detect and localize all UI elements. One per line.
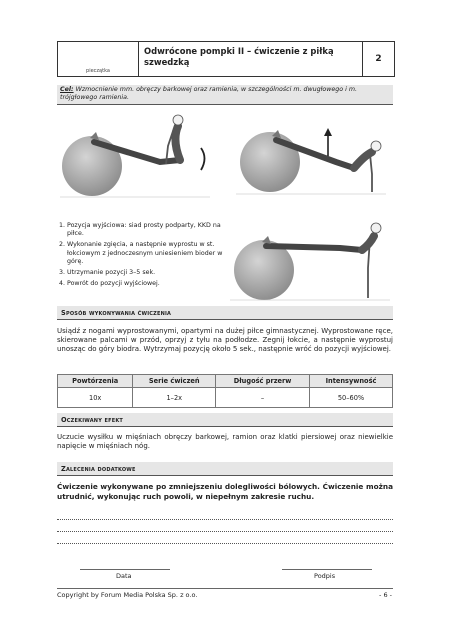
signature-line[interactable] — [282, 569, 372, 571]
notes-line[interactable] — [57, 518, 393, 520]
effect-text: Uczucie wysiłku w mięśniach obręczy barkowej, ramion oraz klatki piersiowej oraz niewielkie napięcie w mięśniach nóg. — [57, 433, 393, 450]
goal-text: Wzmocnienie mm. obręczy barkowej oraz ramienia, w szczególności m. dwugłowego i m. trójgłowego ramienia. — [60, 86, 358, 101]
notes-line[interactable] — [57, 542, 393, 544]
exercise-title: Odwrócone pompki II – ćwiczenie z piłką szwedzką — [139, 42, 363, 76]
list-item: 2. Wykonanie zgięcia, a następnie wyprostu w st. łokciowym z jednoczesnym uniesieniem bioder w górę. — [59, 241, 223, 265]
list-item: 4. Powrót do pozycji wyjściowej. — [59, 280, 160, 288]
table-cell: 50–60% — [309, 388, 392, 408]
parameters-table — [57, 374, 393, 408]
table-header: Długość przerw — [216, 375, 310, 388]
date-line[interactable] — [80, 569, 170, 571]
signature-label: Podpis — [314, 572, 336, 580]
header-box — [57, 41, 395, 77]
notes-line[interactable] — [57, 530, 393, 532]
recommend-heading: Zalecenia dodatkowe — [57, 462, 393, 476]
illustration-start-position — [60, 110, 220, 200]
stamp-area — [58, 42, 139, 76]
table-header: Serie ćwiczeń — [133, 375, 216, 388]
method-text: Usiądź z nogami wyprostowanymi, opartymi na dużej piłce gimnastycznej. Wyprostowane ręce, skierowane palcami w przód, oprzyj z tyłu na podłodze. Zegnij łokcie, a następnie wyprostuj unosząc do góry biodra. Wytrzymaj pozycję około 5 sek., następnie wróć do pozycji wyjściowej. — [57, 327, 393, 353]
footer-divider — [57, 588, 393, 589]
method-heading: Sposób wykonywania ćwiczenia — [57, 306, 393, 320]
illustration-bridge-position — [230, 212, 396, 302]
goal-label: Cel: — [60, 86, 74, 93]
effect-heading: Oczekiwany efekt — [57, 413, 393, 427]
steps-list — [59, 222, 234, 291]
copyright-text: Copyright by Forum Media Polska Sp. z o.o. — [57, 591, 198, 599]
date-label: Data — [116, 572, 132, 580]
page-number: - 6 - — [379, 591, 392, 599]
stamp-label: pieczątka — [86, 68, 110, 74]
list-item: 1. Pozycja wyjściowa: siad prosty podparty, KKD na piłce. — [59, 222, 221, 238]
table-cell: 1–2x — [133, 388, 216, 408]
exercise-number: 2 — [375, 54, 382, 64]
table-cell: – — [216, 388, 310, 408]
list-item: 3. Utrzymanie pozycji 3–5 sek. — [59, 269, 156, 277]
illustration-raise-position — [236, 108, 396, 198]
table-cell: 10x — [58, 388, 133, 408]
table-header: Intensywność — [309, 375, 392, 388]
table-row — [58, 388, 393, 408]
table-header: Powtórzenia — [58, 375, 133, 388]
exercise-ball-icon — [240, 132, 300, 192]
recommend-text: Ćwiczenie wykonywane po zmniejszeniu dolegliwości bólowych. Ćwiczenie można utrudnić, wykonując ruch powoli, w niepełnym zakresie ruchu. — [57, 482, 393, 501]
goal-bar — [57, 85, 393, 105]
